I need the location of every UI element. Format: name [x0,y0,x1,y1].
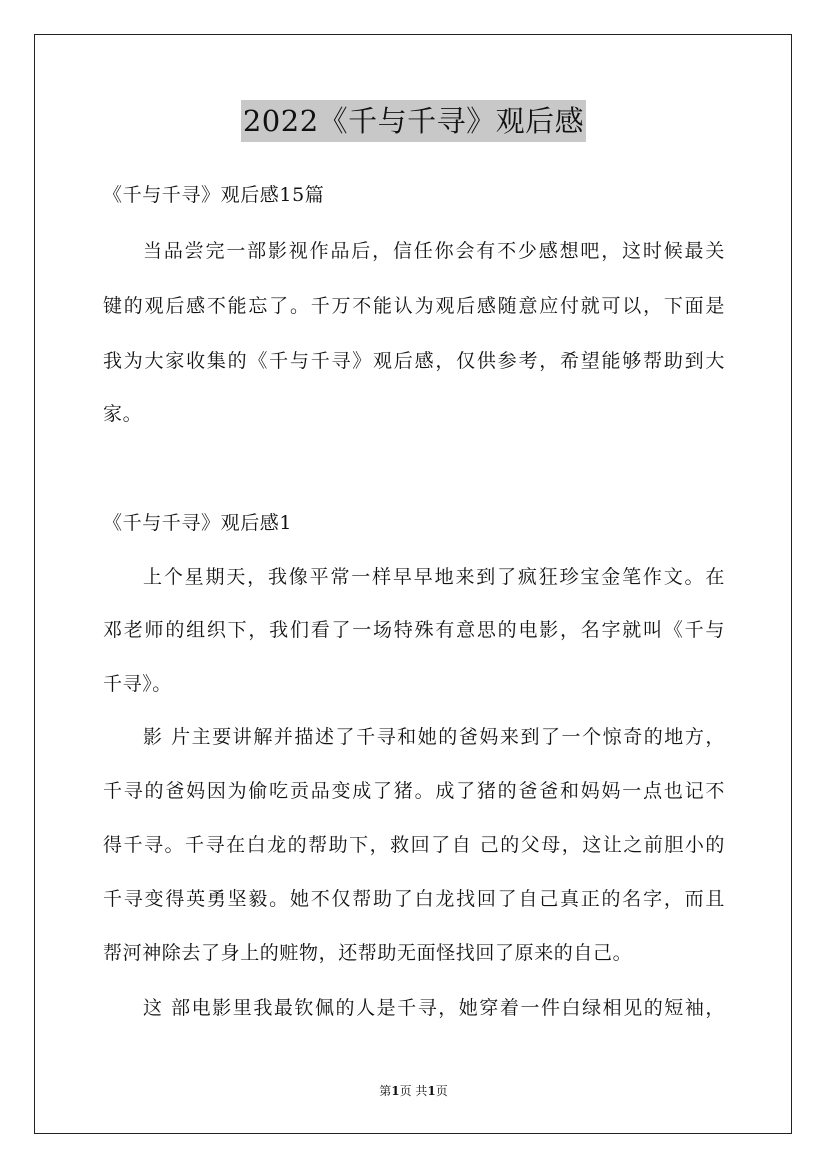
intro-line-3: 我为大家收集的《千与千寻》观后感，仅供参考，希望能够帮助到大 [103,350,725,372]
document-subtitle: 《千与千寻》观后感15篇 [103,184,325,206]
footer-page-number: 1 [391,1084,400,1098]
footer-page-total: 1 [427,1084,436,1098]
para2-line-1: 影 片主要讲解并描述了千寻和她的爸妈来到了一个惊奇的地方， [143,726,725,748]
page-footer [0,1082,827,1099]
footer-page-suffix: 页 [435,1084,448,1098]
section-heading: 《千与千寻》观后感1 [103,512,293,534]
title-container [0,100,827,142]
document-title: 2022《千与千寻》观后感 [241,100,586,142]
footer-page-prefix: 第 [379,1084,392,1098]
para1-line-2: 邓老师的组织下，我们看了一场特殊有意思的电影，名字就叫《千与 [103,619,725,641]
intro-line-1: 当品尝完一部影视作品后，信任你会有不少感想吧，这时候最关 [143,240,725,262]
para2-line-4: 千寻变得英勇坚毅。她不仅帮助了白龙找回了自己真正的名字，而且 [103,888,725,910]
intro-line-2: 键的观后感不能忘了。千万不能认为观后感随意应付就可以，下面是 [103,295,725,317]
para3-line-1: 这 部电影里我最钦佩的人是千寻，她穿着一件白绿相见的短袖， [143,997,725,1019]
intro-line-4: 家。 [103,403,143,425]
para2-line-3: 得千寻。千寻在白龙的帮助下，救回了自 己的父母，这让之前胆小的 [103,834,725,856]
para1-line-1: 上个星期天，我像平常一样早早地来到了疯狂珍宝金笔作文。在 [143,566,725,588]
para2-line-5: 帮河神除去了身上的赃物，还帮助无面怪找回了原来的自己。 [103,942,633,964]
footer-page-mid: 页 共 [399,1084,428,1098]
para2-line-2: 千寻的爸妈因为偷吃贡品变成了猪。成了猪的爸爸和妈妈一点也记不 [103,780,725,802]
para1-line-3: 千寻》。 [103,673,172,695]
